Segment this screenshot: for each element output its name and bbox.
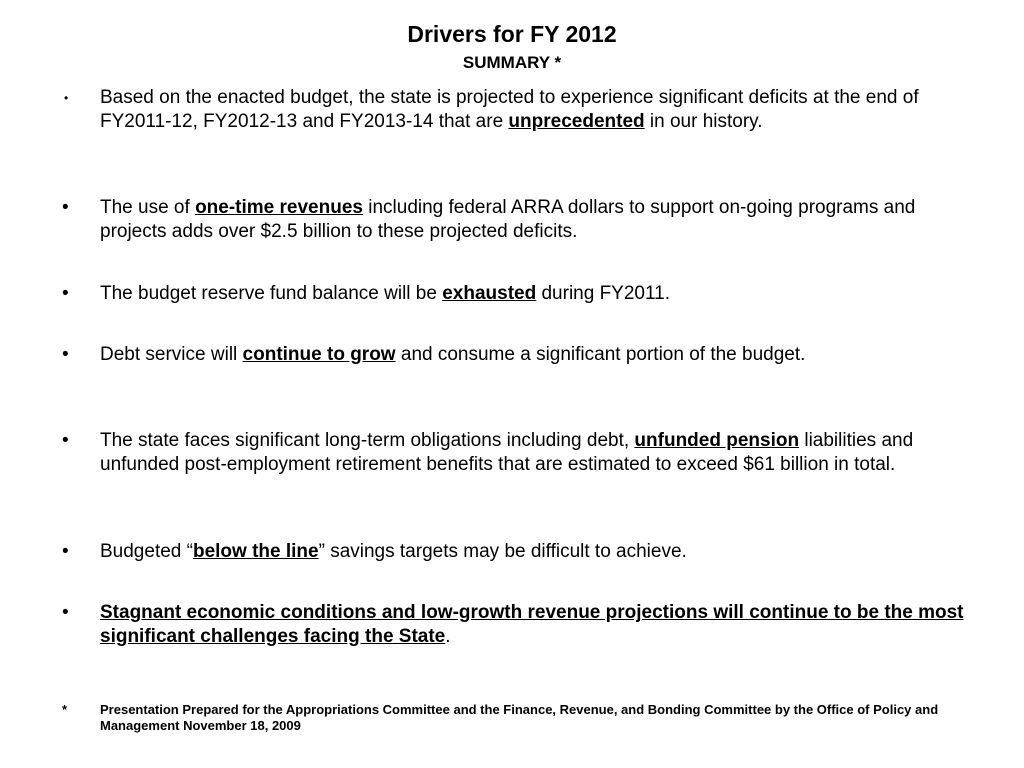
bullet-text-after: liabilities and unfunded post-employment retirement benefits that are estimated to exceed $61 billion in total.	[100, 430, 914, 475]
bullet-text-after: in our history.	[644, 111, 763, 132]
bullet-marker: •	[62, 541, 69, 562]
bullet-text-before: The use of	[100, 197, 196, 218]
bullet-text-after: including federal ARRA dollars to support on-going programs and projects adds over $2.5 billion to these projected deficits.	[100, 197, 916, 242]
bullet-emphasis: unfunded pension	[634, 430, 800, 451]
bullet-marker: •	[62, 283, 69, 304]
bullet-marker: •	[64, 91, 69, 105]
bullet-emphasis: Stagnant economic conditions and low-growth revenue projections will continue to be the most significant challenges facing the State	[100, 602, 964, 647]
bullet-text	[100, 429, 980, 477]
bullet-text-after: .	[445, 626, 451, 647]
bullet-text-before: The state faces significant long-term obligations including debt,	[100, 430, 635, 451]
bullet-text	[100, 282, 980, 306]
bullet-text	[100, 86, 980, 134]
bullet-marker: •	[62, 430, 69, 451]
bullet-marker: •	[62, 602, 69, 623]
bullet-text-before: The budget reserve fund balance will be	[100, 283, 443, 304]
bullet-emphasis: exhausted	[442, 283, 537, 304]
bullet-emphasis: unprecedented	[508, 111, 645, 132]
bullet-text-after: during FY2011.	[536, 283, 670, 304]
bullet-text	[100, 601, 980, 649]
bullet-text-after: ” savings targets may be difficult to achieve.	[318, 541, 687, 562]
slide-subtitle: SUMMARY *	[462, 53, 562, 72]
bullet-text	[100, 196, 980, 244]
bullet-text-before: Budgeted “	[100, 541, 193, 562]
bullet-marker: •	[62, 197, 69, 218]
bullet-marker: •	[62, 344, 69, 365]
slide-title: Drivers for FY 2012	[407, 21, 617, 47]
bullet-text	[100, 540, 980, 564]
bullet-text-after: and consume a significant portion of the budget.	[395, 344, 806, 365]
bullet-emphasis: continue to grow	[242, 344, 396, 365]
bullet-text-before: Debt service will	[100, 344, 243, 365]
bullet-emphasis: one-time revenues	[195, 197, 363, 218]
bullet-text	[100, 343, 980, 367]
bullet-text-before: Based on the enacted budget, the state is projected to experience significant deficits at the end of FY2011-12, FY2012-13 and FY2013-14 that are	[100, 87, 919, 132]
bullet-emphasis: below the line	[192, 541, 319, 562]
footnote-text: Presentation Prepared for the Appropriations Committee and the Finance, Revenue, and Bonding Committee by the Office of Policy and Management November 18, 2009	[100, 702, 939, 733]
footnote-marker: *	[62, 702, 68, 717]
